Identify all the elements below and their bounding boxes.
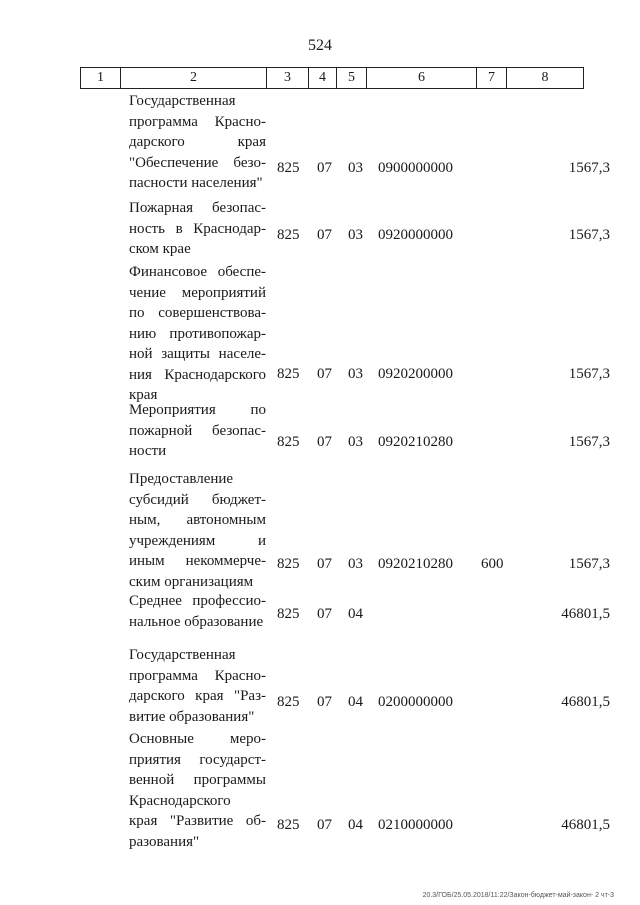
row-name-line: ной защиты населе- [129,346,266,362]
cell-c8: 46801,5 [561,606,610,622]
cell-c3: 825 [277,366,300,382]
cell-c5: 03 [348,556,363,572]
cell-c6: 0920200000 [378,366,453,382]
row-name-line: Финансовое обеспе- [129,264,266,280]
row-name-line: иным некоммерче- [129,553,266,569]
header-col-1: 1 [80,68,120,88]
header-col-8: 8 [506,68,584,88]
row-name-line: Государственная [129,647,236,663]
row-name-line: витие образования" [129,708,255,725]
table-header [80,67,584,89]
row-name-line: ности [129,443,167,459]
row-name [129,645,266,727]
cell-c3: 825 [277,160,300,176]
cell-c8: 46801,5 [561,817,610,833]
row-name-line: нальное образование [129,613,264,630]
row-name-line: нию противопожар- [129,325,266,342]
row-name-line: ния Краснодарского [129,366,266,383]
cell-c8: 1567,3 [568,227,610,243]
row-name-line: Основные меро- [129,731,266,747]
cell-c8: 1567,3 [568,556,610,572]
cell-c3: 825 [277,817,300,833]
row-name [129,591,266,632]
cell-c5: 03 [348,160,363,176]
cell-c4: 07 [317,817,332,833]
cell-c5: 03 [348,434,363,450]
cell-c6: 0200000000 [378,694,453,710]
row-name [129,729,266,852]
row-name-line: программа Красно- [129,667,266,684]
cell-c8: 1567,3 [568,366,610,382]
row-name-line: края "Развитие об- [129,813,266,829]
header-col-7: 7 [476,68,506,88]
page-number: 524 [308,37,332,54]
row-name-line: приятия государст- [129,751,266,768]
cell-c4: 07 [317,434,332,450]
row-name-line: Государственная [129,93,236,109]
cell-c4: 07 [317,160,332,176]
row-name-line: Пожарная безопас- [129,200,266,216]
header-col-6: 6 [366,68,476,88]
cell-c6: 0900000000 [378,160,453,176]
row-name-line: ность в Краснодар- [129,220,266,237]
cell-c8: 46801,5 [561,694,610,710]
row-name [129,262,266,406]
cell-c4: 07 [317,606,332,622]
cell-c5: 03 [348,227,363,243]
header-col-5: 5 [336,68,366,88]
cell-c7: 600 [481,556,504,572]
cell-c4: 07 [317,227,332,243]
footer-stamp: 20.3/ГОБ/25.05.2018/11:22/Закон-бюджет-май-закон- 2 чт-3 [422,892,614,899]
row-name-line: ском крае [129,241,191,257]
row-name [129,91,266,194]
row-name-line: ским организациям [129,573,254,590]
row-name [129,400,266,462]
row-name-line: дарского края [129,134,266,150]
row-name-line: пожарной безопас- [129,422,266,439]
row-name-line: программа Красно- [129,113,266,130]
cell-c6: 0210000000 [378,817,453,833]
cell-c5: 03 [348,366,363,382]
row-name [129,469,266,592]
cell-c5: 04 [348,817,363,833]
cell-c3: 825 [277,556,300,572]
row-name-line: дарского края "Раз- [129,688,266,704]
cell-c3: 825 [277,227,300,243]
row-name-line: учреждениям и [129,532,266,549]
row-name-line: субсидий бюджет- [129,491,266,508]
cell-c6: 0920210280 [378,556,453,572]
cell-c8: 1567,3 [568,160,610,176]
row-name-line: чение мероприятий [129,284,266,301]
cell-c3: 825 [277,434,300,450]
row-name [129,198,266,260]
cell-c5: 04 [348,606,363,622]
row-name-line: разования" [129,833,200,850]
row-name-line: пасности населения" [129,175,263,191]
row-name-line: края [129,387,158,403]
cell-c6: 0920000000 [378,227,453,243]
row-name-line: по совершенствова- [129,305,266,321]
row-name-line: "Обеспечение безо- [129,154,266,171]
cell-c8: 1567,3 [568,434,610,450]
row-name-line: Среднее профессио- [129,593,266,609]
row-name-line: Предоставление [129,471,234,487]
cell-c5: 04 [348,694,363,710]
header-col-3: 3 [266,68,308,88]
cell-c3: 825 [277,606,300,622]
cell-c3: 825 [277,694,300,710]
cell-c6: 0920210280 [378,434,453,450]
header-col-2: 2 [120,68,266,88]
row-name-line: Краснодарского [129,792,231,809]
row-name-line: ным, автономным [129,512,266,528]
header-col-4: 4 [308,68,336,88]
cell-c4: 07 [317,366,332,382]
cell-c4: 07 [317,556,332,572]
cell-c4: 07 [317,694,332,710]
row-name-line: венной программы [129,772,266,788]
row-name-line: Мероприятия по [129,402,266,418]
